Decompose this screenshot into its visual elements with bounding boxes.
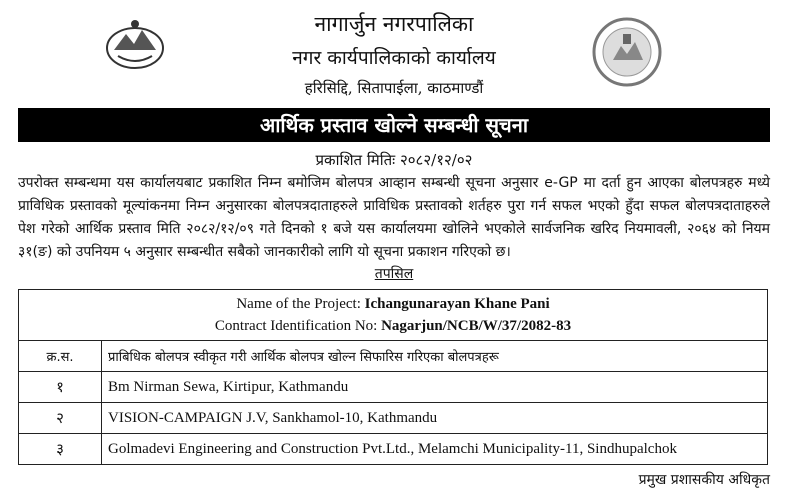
row-sn: ३	[19, 434, 102, 465]
row-sn: १	[19, 372, 102, 403]
table-row	[19, 434, 768, 465]
table-header-row	[19, 341, 768, 372]
office-address: हरिसिद्दि, सितापाईला, काठमाण्डौं	[304, 79, 484, 97]
signature-title: प्रमुख प्रशासकीय अधिकृत	[638, 472, 770, 488]
section-title: तपसिल	[374, 266, 414, 282]
table-row	[19, 403, 768, 434]
project-info	[19, 290, 768, 341]
project-name-label: Name of the Project:	[236, 296, 365, 312]
row-bidder: Golmadevi Engineering and Construction Pvt.Ltd., Melamchi Municipality-11, Sindhupalchok	[102, 434, 768, 465]
row-bidder: VISION-CAMPAIGN J.V, Sankhamol-10, Kathmandu	[102, 403, 768, 434]
published-date: प्रकाशित मितिः २०८२/१२/०२	[315, 151, 473, 169]
bidder-table	[18, 289, 768, 465]
col-header-sn: क्र.स.	[19, 341, 102, 372]
municipality-name: नागार्जुन नगरपालिका	[314, 12, 474, 36]
table-row	[19, 372, 768, 403]
notice-banner: आर्थिक प्रस्ताव खोल्ने सम्बन्धी सूचना	[18, 108, 770, 142]
contract-id: Nagarjun/NCB/W/37/2082-83	[381, 318, 572, 334]
contract-id-label: Contract Identification No:	[214, 318, 382, 334]
notice-body: उपरोक्त सम्बन्धमा यस कार्यालयबाट प्रकाशित निम्न बमोजिम बोलपत्र आव्हान सम्बन्धी सूचना अनुसार e-GP मा दर्ता हुन आएका बोलपत्रहरु मध्ये प्राविधिक प्रस्तावको मूल्यांकनमा निम्न अनुसारका बोलपत्रदाताहरुले प्राविधिक प्रस्तावको शर्तहरु पुरा गर्न सफल भएको हुँदा सफल बोलपत्रदाताहरुले पेश गरेको आर्थिक प्रस्ताव मिति २०८२/१२/०९ गते दिनको १ बजे यस कार्यालयमा खोलिने भएकोले सार्वजनिक खरिद नियमावली, २०६४ को नियम ३१(ङ) को उपनियम ५ अनुसार सम्बन्धीत सबैको जानकारीको लागि यो सूचना प्रकाशन गरिएको छ।	[18, 175, 770, 260]
office-name: नगर कार्यपालिकाको कार्यालय	[292, 47, 496, 69]
notice-header	[0, 0, 788, 108]
row-sn: २	[19, 403, 102, 434]
col-header-desc: प्राबिधिक बोलपत्र स्वीकृत गरी आर्थिक बोलपत्र खोल्न सिफारिस गरिएका बोलपत्रहरू	[102, 341, 768, 372]
project-name: Ichangunarayan Khane Pani	[364, 296, 550, 312]
municipality-seal-icon	[591, 16, 663, 88]
row-bidder: Bm Nirman Sewa, Kirtipur, Kathmandu	[102, 372, 768, 403]
